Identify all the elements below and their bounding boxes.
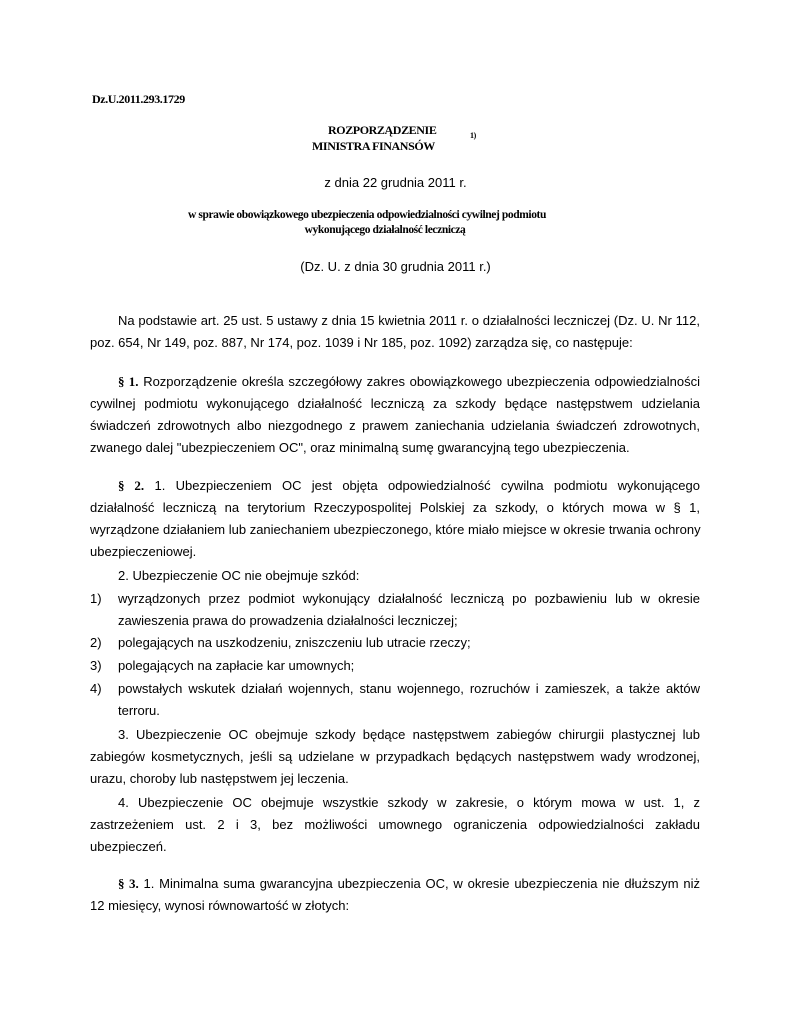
section-3-line-1 [118, 873, 700, 895]
list-item-number: 4) [90, 681, 102, 696]
list-item: wyrządzonych przez podmiot wykonujący działalność leczniczą po pozbawieniu lub w okresie [118, 591, 700, 606]
document-reference: Dz.U.2011.293.1729 [92, 92, 185, 106]
section-2-paragraph-4-line-2: zastrzeżeniem ust. 2 i 3, bez możliwości umownego ograniczenia odpowiedzialności zakładu [90, 817, 700, 832]
section-2-paragraph-3-line-2: zabiegów kosmetycznych, jeśli są udzielane w przypadkach będących następstwem wady wrodzonej, [90, 749, 700, 764]
list-item-number: 1) [90, 591, 102, 606]
subject-line-1: w sprawie obowiązkowego ubezpieczenia odpowiedzialności cywilnej podmiotu [188, 209, 546, 221]
subject-line-2: wykonującego działalność leczniczą [304, 224, 466, 236]
section-2-line-4: ubezpieczeniowej. [90, 544, 197, 559]
preamble-line-1: Na podstawie art. 25 ust. 5 ustawy z dnia 15 kwietnia 2011 r. o działalności leczniczej (Dz. U. Nr 112, [118, 313, 700, 328]
section-3-line-2: 12 miesięcy, wynosi równowartość w złotych: [90, 898, 350, 913]
section-3-mark: § 3. [118, 876, 139, 891]
list-item-continuation: terroru. [118, 703, 160, 718]
section-1-mark: § 1. [118, 374, 139, 389]
section-2-paragraph-4-line-1: 4. Ubezpieczenie OC obejmuje wszystkie szkody w zakresie, o którym mowa w ust. 1, z [118, 795, 700, 810]
list-item: polegających na zapłacie kar umownych; [118, 658, 355, 673]
document-date: z dnia 22 grudnia 2011 r. [324, 175, 467, 190]
section-1-line-3: świadczeń zdrowotnych albo niezgodnego z prawem zaniechania udzielania świadczeń zdrowotnych, [90, 418, 700, 433]
section-2-line-1 [118, 475, 700, 497]
section-2-paragraph-3-line-3: urazu, choroby lub następstwem jej leczenia. [90, 771, 349, 786]
section-2-paragraph-4-line-3: ubezpieczeń. [90, 839, 167, 854]
title-line-2: MINISTRA FINANSÓW [312, 139, 435, 153]
preamble-line-2: poz. 654, Nr 149, poz. 887, Nr 174, poz. 1039 i Nr 185, poz. 1092) zarządza się, co następuje: [90, 335, 633, 350]
list-item: powstałych wskutek działań wojennych, stanu wojennego, rozruchów i zamieszek, a także aktów [118, 681, 700, 696]
publication-info: (Dz. U. z dnia 30 grudnia 2011 r.) [300, 259, 491, 274]
footnote-mark: 1) [470, 131, 476, 140]
list-item-number: 2) [90, 635, 102, 650]
section-3-text-1: 1. Minimalna suma gwarancyjna ubezpieczenia OC, w okresie ubezpieczenia nie dłuższym niż [143, 876, 701, 891]
section-2-line-2: działalność leczniczą na terytorium Rzeczypospolitej Polskiej za szkody, o których mowa w § 1, [90, 500, 700, 515]
section-1-line-2: cywilnej podmiotu wykonującego działalność leczniczą za szkody będące następstwem udzielania [90, 396, 700, 411]
section-1-line-1 [118, 371, 700, 393]
section-2-text-1: 1. Ubezpieczeniem OC jest objęta odpowiedzialność cywilna podmiotu wykonującego [154, 478, 700, 493]
section-1-text-1: Rozporządzenie określa szczegółowy zakres obowiązkowego ubezpieczenia odpowiedzialności [143, 374, 701, 389]
list-item-continuation: zawieszenia prawa do prowadzenia działalności leczniczej; [118, 613, 458, 628]
section-2-line-3: wyrządzone działaniem lub zaniechaniem ubezpieczonego, które miało miejsce w okresie trwania ochrony [90, 522, 701, 537]
section-1-line-4: zwanego dalej "ubezpieczeniem OC", oraz minimalną sumę gwarancyjną tego ubezpieczenia. [90, 440, 630, 455]
section-2-paragraph-3-line-1: 3. Ubezpieczenie OC obejmuje szkody będące następstwem zabiegów chirurgii plastycznej lub [118, 727, 700, 742]
title-line-1: ROZPORZĄDZENIE [328, 123, 437, 137]
section-2-paragraph-2: 2. Ubezpieczenie OC nie obejmuje szkód: [118, 568, 360, 583]
list-item: polegających na uszkodzeniu, zniszczeniu lub utracie rzeczy; [118, 635, 471, 650]
section-2-mark: § 2. [118, 478, 145, 493]
list-item-number: 3) [90, 658, 102, 673]
